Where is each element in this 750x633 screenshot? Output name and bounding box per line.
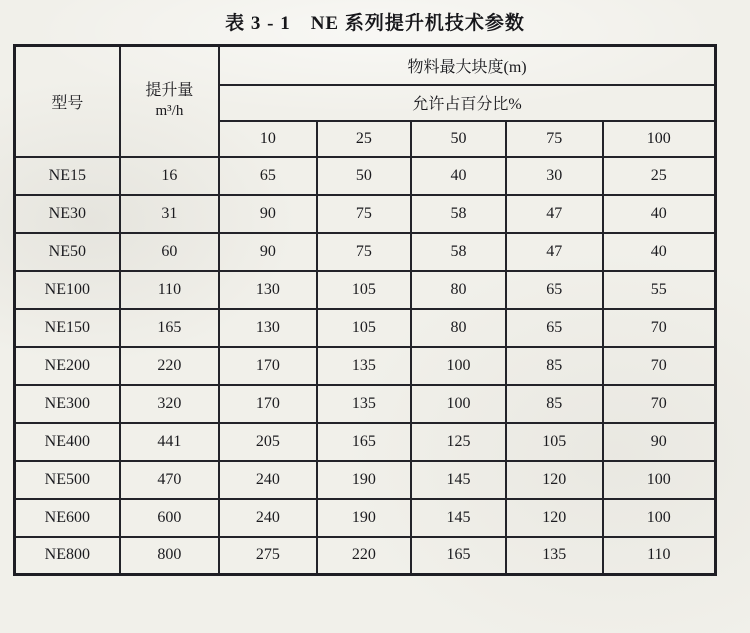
model-cell: NE30 xyxy=(15,195,120,233)
percent-value-cell: 170 xyxy=(219,347,316,385)
percent-value-cell: 58 xyxy=(411,195,506,233)
percent-value-cell: 205 xyxy=(219,423,316,461)
percent-value-cell: 90 xyxy=(219,233,316,271)
header-block-size-50: 50 xyxy=(411,121,506,157)
percent-value-cell: 130 xyxy=(219,271,316,309)
percent-value-cell: 275 xyxy=(219,537,316,575)
percent-value-cell: 105 xyxy=(506,423,603,461)
percent-value-cell: 90 xyxy=(219,195,316,233)
percent-value-cell: 70 xyxy=(603,385,716,423)
capacity-cell: 441 xyxy=(120,423,220,461)
percent-value-cell: 145 xyxy=(411,499,506,537)
model-cell: NE400 xyxy=(15,423,120,461)
header-block-size-10: 10 xyxy=(219,121,316,157)
capacity-cell: 60 xyxy=(120,233,220,271)
percent-value-cell: 80 xyxy=(411,271,506,309)
header-lump-size: 物料最大块度(m) xyxy=(219,46,715,85)
model-cell: NE300 xyxy=(15,385,120,423)
percent-value-cell: 85 xyxy=(506,385,603,423)
model-cell: NE50 xyxy=(15,233,120,271)
percent-value-cell: 120 xyxy=(506,461,603,499)
percent-value-cell: 145 xyxy=(411,461,506,499)
percent-value-cell: 85 xyxy=(506,347,603,385)
percent-value-cell: 70 xyxy=(603,347,716,385)
table-row xyxy=(15,309,716,347)
header-block-size-75: 75 xyxy=(506,121,603,157)
percent-value-cell: 105 xyxy=(317,271,412,309)
table-row xyxy=(15,537,716,575)
table-row xyxy=(15,195,716,233)
percent-value-cell: 47 xyxy=(506,195,603,233)
table-row xyxy=(15,157,716,195)
percent-value-cell: 105 xyxy=(317,309,412,347)
percent-value-cell: 75 xyxy=(317,195,412,233)
percent-value-cell: 40 xyxy=(603,195,716,233)
percent-value-cell: 90 xyxy=(603,423,716,461)
percent-value-cell: 65 xyxy=(506,309,603,347)
percent-value-cell: 55 xyxy=(603,271,716,309)
capacity-cell: 470 xyxy=(120,461,220,499)
percent-value-cell: 40 xyxy=(411,157,506,195)
percent-value-cell: 135 xyxy=(506,537,603,575)
percent-value-cell: 100 xyxy=(411,385,506,423)
model-cell: NE150 xyxy=(15,309,120,347)
percent-value-cell: 135 xyxy=(317,347,412,385)
model-cell: NE200 xyxy=(15,347,120,385)
percent-value-cell: 65 xyxy=(219,157,316,195)
percent-value-cell: 58 xyxy=(411,233,506,271)
capacity-cell: 165 xyxy=(120,309,220,347)
percent-value-cell: 240 xyxy=(219,499,316,537)
percent-value-cell: 190 xyxy=(317,499,412,537)
percent-value-cell: 135 xyxy=(317,385,412,423)
capacity-cell: 320 xyxy=(120,385,220,423)
table-row xyxy=(15,461,716,499)
header-block-size-25: 25 xyxy=(317,121,412,157)
table-row xyxy=(15,271,716,309)
percent-value-cell: 220 xyxy=(317,537,412,575)
model-cell: NE100 xyxy=(15,271,120,309)
table-row xyxy=(15,347,716,385)
percent-value-cell: 70 xyxy=(603,309,716,347)
percent-value-cell: 50 xyxy=(317,157,412,195)
percent-value-cell: 100 xyxy=(603,499,716,537)
capacity-cell: 16 xyxy=(120,157,220,195)
percent-value-cell: 125 xyxy=(411,423,506,461)
header-block-size-100: 100 xyxy=(603,121,716,157)
percent-value-cell: 75 xyxy=(317,233,412,271)
table-row xyxy=(15,423,716,461)
percent-value-cell: 240 xyxy=(219,461,316,499)
capacity-cell: 110 xyxy=(120,271,220,309)
percent-value-cell: 165 xyxy=(317,423,412,461)
percent-value-cell: 130 xyxy=(219,309,316,347)
header-capacity-unit: m³/h xyxy=(155,102,184,119)
header-percent: 允许占百分比% xyxy=(219,85,715,121)
table-row xyxy=(15,499,716,537)
percent-value-cell: 100 xyxy=(411,347,506,385)
model-cell: NE600 xyxy=(15,499,120,537)
percent-value-cell: 100 xyxy=(603,461,716,499)
header-capacity-label: 提升量 xyxy=(145,82,194,100)
ne-parameters-table xyxy=(13,44,717,576)
percent-value-cell: 165 xyxy=(411,537,506,575)
percent-value-cell: 190 xyxy=(317,461,412,499)
table-body xyxy=(15,157,716,575)
percent-value-cell: 40 xyxy=(603,233,716,271)
percent-value-cell: 65 xyxy=(506,271,603,309)
percent-value-cell: 120 xyxy=(506,499,603,537)
capacity-cell: 220 xyxy=(120,347,220,385)
capacity-cell: 31 xyxy=(120,195,220,233)
table-title: 表 3 - 1 NE 系列提升机技术参数 xyxy=(225,13,525,34)
header-model: 型号 xyxy=(15,46,120,157)
table-row xyxy=(15,385,716,423)
percent-value-cell: 80 xyxy=(411,309,506,347)
table-row xyxy=(15,233,716,271)
percent-value-cell: 110 xyxy=(603,537,716,575)
percent-value-cell: 30 xyxy=(506,157,603,195)
model-cell: NE800 xyxy=(15,537,120,575)
model-cell: NE15 xyxy=(15,157,120,195)
percent-value-cell: 47 xyxy=(506,233,603,271)
capacity-cell: 800 xyxy=(120,537,220,575)
percent-value-cell: 25 xyxy=(603,157,716,195)
model-cell: NE500 xyxy=(15,461,120,499)
header-capacity xyxy=(120,46,220,157)
percent-value-cell: 170 xyxy=(219,385,316,423)
capacity-cell: 600 xyxy=(120,499,220,537)
